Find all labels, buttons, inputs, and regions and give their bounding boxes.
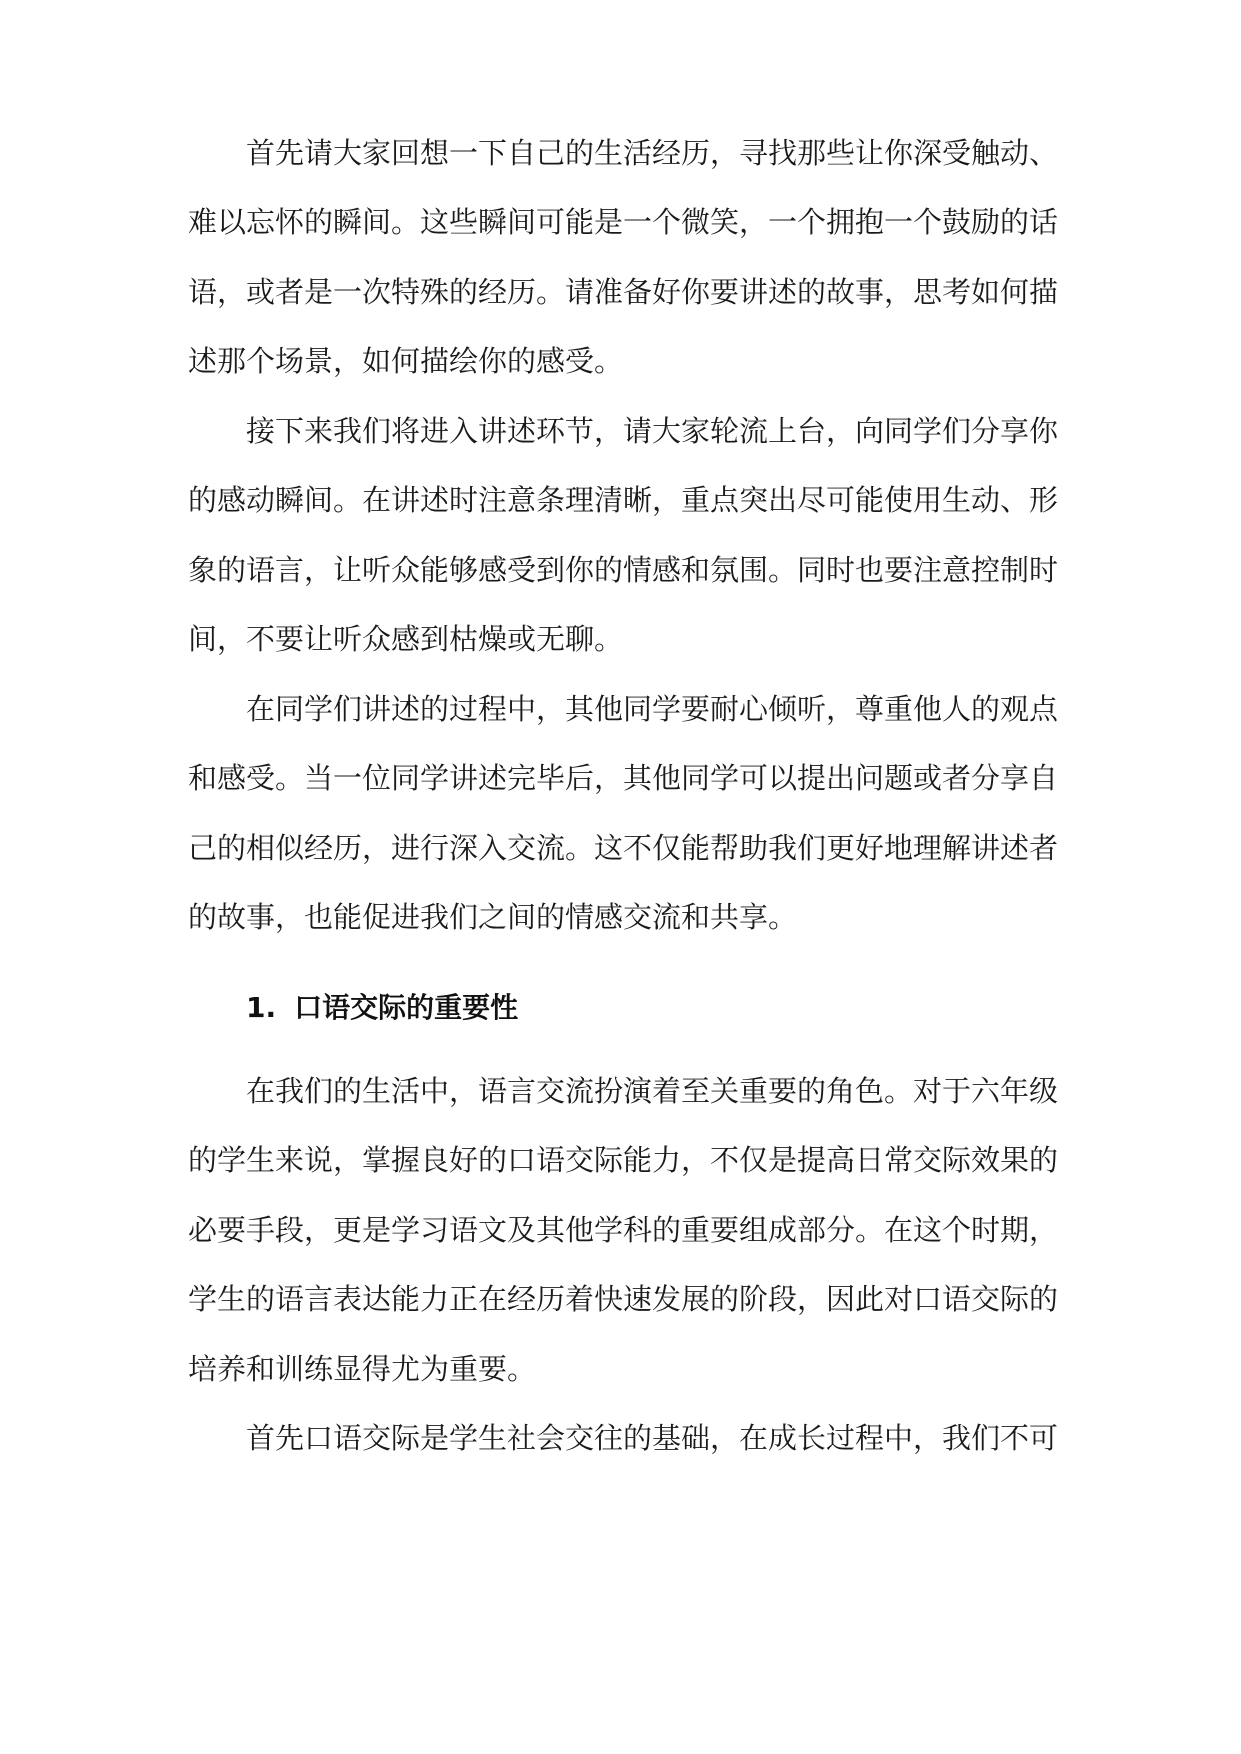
paragraph-3-line-2: 和感受。当一位同学讲述完毕后，其他同学可以提出问题或者分享自 bbox=[188, 761, 1059, 795]
section-paragraph-1-line-1: 在我们的生活中，语言交流扮演着至关重要的角色。对于六年级 bbox=[246, 1074, 1059, 1108]
paragraph-2-line-2: 的感动瞬间。在讲述时注意条理清晰，重点突出尽可能使用生动、形 bbox=[188, 483, 1059, 517]
section-paragraph-1-line-5: 培养和训练显得尤为重要。 bbox=[188, 1352, 537, 1386]
paragraph-1-line-1: 首先请大家回想一下自己的生活经历，寻找那些让你深受触动、 bbox=[246, 136, 1059, 170]
section-paragraph-2-line-1: 首先口语交际是学生社会交往的基础，在成长过程中，我们不可 bbox=[246, 1421, 1059, 1455]
paragraph-3-line-3: 己的相似经历，进行深入交流。这不仅能帮助我们更好地理解讲述者 bbox=[188, 831, 1059, 865]
section-paragraph-1-line-4: 学生的语言表达能力正在经历着快速发展的阶段，因此对口语交际的 bbox=[188, 1282, 1059, 1316]
paragraph-1-line-2: 难以忘怀的瞬间。这些瞬间可能是一个微笑，一个拥抱一个鼓励的话 bbox=[188, 205, 1059, 239]
section-paragraph-1-line-3: 必要手段，更是学习语文及其他学科的重要组成部分。在这个时期， bbox=[188, 1213, 1059, 1247]
section-heading-text: 口语交际的重要性 bbox=[294, 991, 519, 1024]
section-paragraph-1-line-2: 的学生来说，掌握良好的口语交际能力，不仅是提高日常交际效果的 bbox=[188, 1143, 1059, 1177]
paragraph-1-line-3: 语，或者是一次特殊的经历。请准备好你要讲述的故事，思考如何描 bbox=[188, 275, 1059, 309]
paragraph-1-line-4: 述那个场景，如何描绘你的感受。 bbox=[188, 344, 624, 378]
paragraph-2-line-1: 接下来我们将进入讲述环节，请大家轮流上台，向同学们分享你 bbox=[246, 414, 1059, 448]
section-heading-number: 1. bbox=[246, 991, 277, 1024]
section-heading bbox=[246, 988, 518, 1028]
paragraph-2-line-4: 间，不要让听众感到枯燥或无聊。 bbox=[188, 622, 624, 656]
paragraph-3-line-1: 在同学们讲述的过程中，其他同学要耐心倾听，尊重他人的观点 bbox=[246, 692, 1059, 726]
paragraph-2-line-3: 象的语言，让听众能够感受到你的情感和氛围。同时也要注意控制时 bbox=[188, 553, 1059, 587]
paragraph-3-line-4: 的故事，也能促进我们之间的情感交流和共享。 bbox=[188, 900, 798, 934]
